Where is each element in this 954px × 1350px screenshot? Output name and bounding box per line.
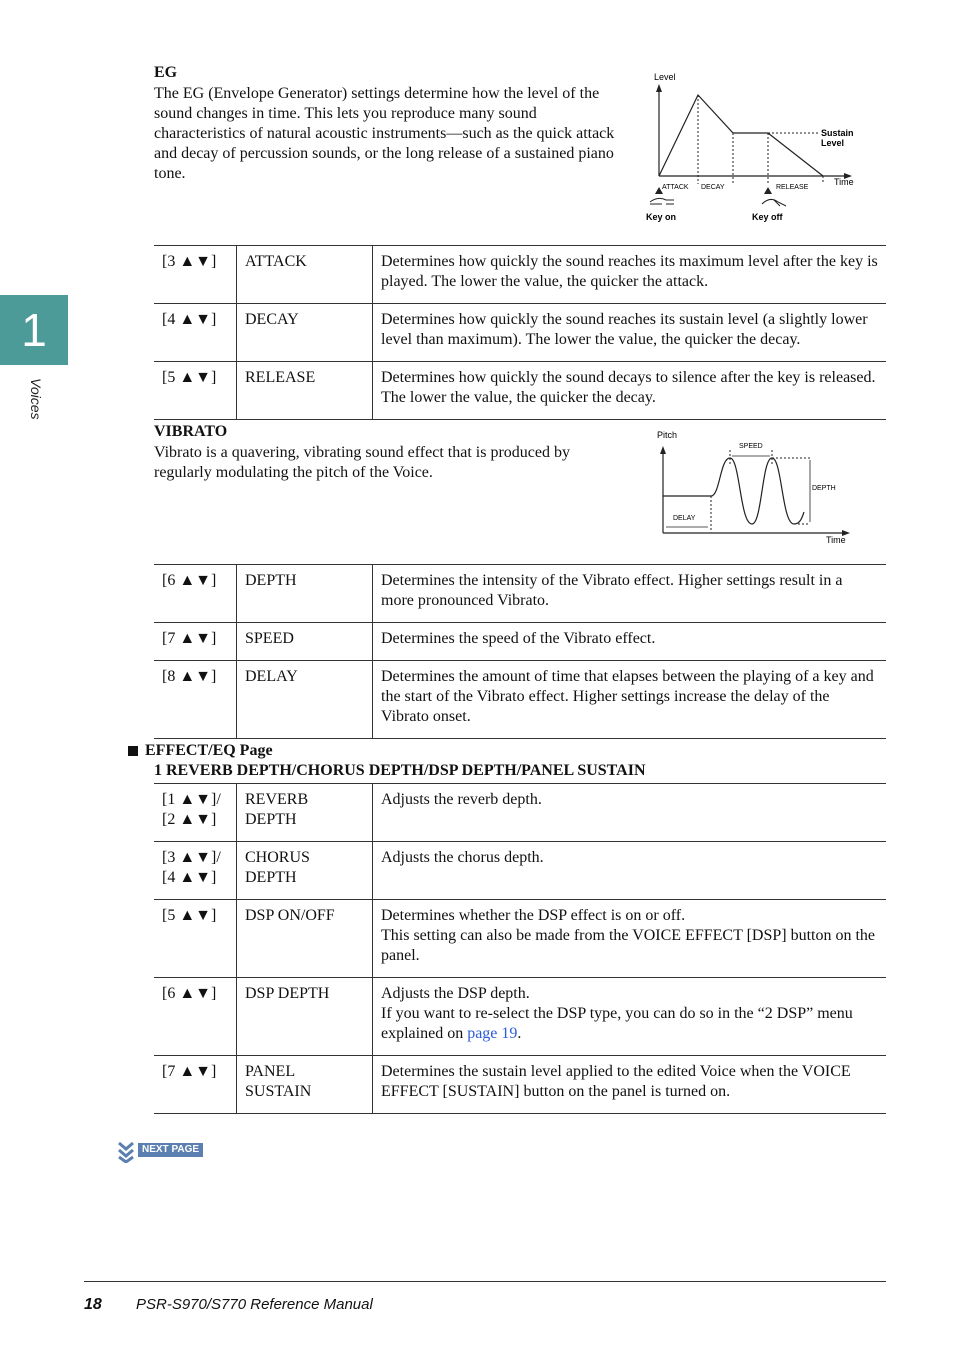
eg-level-label: Level [654,72,676,82]
table-row [154,623,886,661]
chapter-tab [0,295,68,365]
desc-cell: Determines the amount of time that elapses between the playing of a key and the start of the Vibrato effect. Higher settings increase the delay of the Vibrato onset. [373,661,887,739]
desc-cell: Determines the intensity of the Vibrato effect. Higher settings result in a more pronounced Vibrato. [373,565,887,623]
table-row [154,1056,886,1114]
param-cell: DSP ON/OFF [237,900,373,978]
key-off-arrow-icon [764,187,772,194]
vibrato-delay-label: DELAY [673,515,696,522]
desc-cell: Adjusts the DSP depth. If you want to re-select the DSP type, you can do so in the “2 DSP” menu explained on page 19. [373,978,887,1056]
param-cell: RELEASE [237,362,373,420]
param-cell: REVERB DEPTH [237,784,373,842]
eg-decay-label: DECAY [701,184,725,191]
button-cell: [4 ▲▼] [154,304,237,362]
button-cell: [7 ▲▼] [154,623,237,661]
button-cell: [7 ▲▼] [154,1056,237,1114]
eg-sustain-label-1: Sustain [821,128,854,138]
vibrato-time-label: Time [826,535,846,545]
chapter-number: 1 [21,304,47,356]
param-cell: DECAY [237,304,373,362]
eg-heading: EG [154,64,178,81]
bullet-square-icon [128,746,138,756]
desc-cell: Determines how quickly the sound reaches its sustain level (a slightly lower level than maximum). The lower the value, the quicker the decay. [373,304,887,362]
desc-cell: Determines how quickly the sound decays to silence after the key is released. The lower the value, the quicker the decay. [373,362,887,420]
desc-cell: Adjusts the chorus depth. [373,842,887,900]
vibrato-speed-label: SPEED [739,443,763,450]
button-cell: [3 ▲▼] [154,246,237,304]
eg-attack-label: ATTACK [662,184,689,191]
table-row [154,784,886,842]
page-number: 18 [84,1296,102,1313]
desc-cell: Determines whether the DSP effect is on or off. This setting can also be made from the VOICE EFFECT [DSP] button on the panel. [373,900,887,978]
button-cell: [8 ▲▼] [154,661,237,739]
key-off-label: Key off [752,212,783,222]
table-row [154,246,886,304]
button-cell: [5 ▲▼] [154,362,237,420]
next-page-link[interactable]: NEXT PAGE [138,1143,203,1157]
table-row [154,900,886,978]
vibrato-description: Vibrato is a quavering, vibrating sound effect that is produced by regularly modulating the pitch of the Voice. [154,444,570,481]
table-row [154,304,886,362]
eg-description: The EG (Envelope Generator) settings determine how the level of the sound changes in time. This lets you reproduce many sound characteristics of natural acoustic instruments—such as the quick attack and decay of percussion sounds, or the long release of a sustained piano tone. [154,85,615,182]
button-cell: [6 ▲▼] [154,565,237,623]
table-row [154,842,886,900]
effect-page-heading: EFFECT/EQ Page [145,742,273,759]
param-cell: ATTACK [237,246,373,304]
param-cell: SPEED [237,623,373,661]
desc-cell: Determines the speed of the Vibrato effect. [373,623,887,661]
effect-sub-heading: 1 REVERB DEPTH/CHORUS DEPTH/DSP DEPTH/PANEL SUSTAIN [154,762,646,779]
param-cell: PANEL SUSTAIN [237,1056,373,1114]
next-page-chevron-icon[interactable] [117,1141,135,1163]
button-cell: [6 ▲▼] [154,978,237,1056]
eg-release-label: RELEASE [776,184,809,191]
desc-cell: Adjusts the reverb depth. [373,784,887,842]
key-on-label: Key on [646,212,677,222]
eg-sustain-label-2: Level [821,138,845,148]
table-row [154,362,886,420]
key-on-hand-icon [650,198,674,204]
eg-parameter-table [154,245,886,420]
page-19-link[interactable]: page 19 [467,1025,518,1042]
param-cell: DSP DEPTH [237,978,373,1056]
vibrato-heading: VIBRATO [154,423,228,440]
param-cell: DEPTH [237,565,373,623]
table-row [154,978,886,1056]
button-cell: [5 ▲▼] [154,900,237,978]
effect-parameter-table [154,783,886,1114]
key-off-hand-icon [762,199,786,206]
eg-time-label: Time [834,177,854,187]
param-cell: CHORUS DEPTH [237,842,373,900]
footer-divider [84,1281,886,1282]
eg-diagram [640,66,870,228]
vibrato-diagram [650,428,860,548]
desc-cell: Determines the sustain level applied to the edited Voice when the VOICE EFFECT [SUSTAIN] button on the panel is turned on. [373,1056,887,1114]
param-cell: DELAY [237,661,373,739]
table-row [154,565,886,623]
button-cell: [3 ▲▼]/ [4 ▲▼] [154,842,237,900]
vibrato-parameter-table [154,564,886,739]
desc-cell: Determines how quickly the sound reaches its maximum level after the key is played. The lower the value, the quicker the attack. [373,246,887,304]
vibrato-pitch-label: Pitch [657,430,678,440]
manual-title: PSR-S970/S770 Reference Manual [136,1296,373,1313]
chapter-label: Voices [28,378,44,420]
table-row [154,661,886,739]
vibrato-depth-label: DEPTH [812,485,836,492]
button-cell: [1 ▲▼]/ [2 ▲▼] [154,784,237,842]
